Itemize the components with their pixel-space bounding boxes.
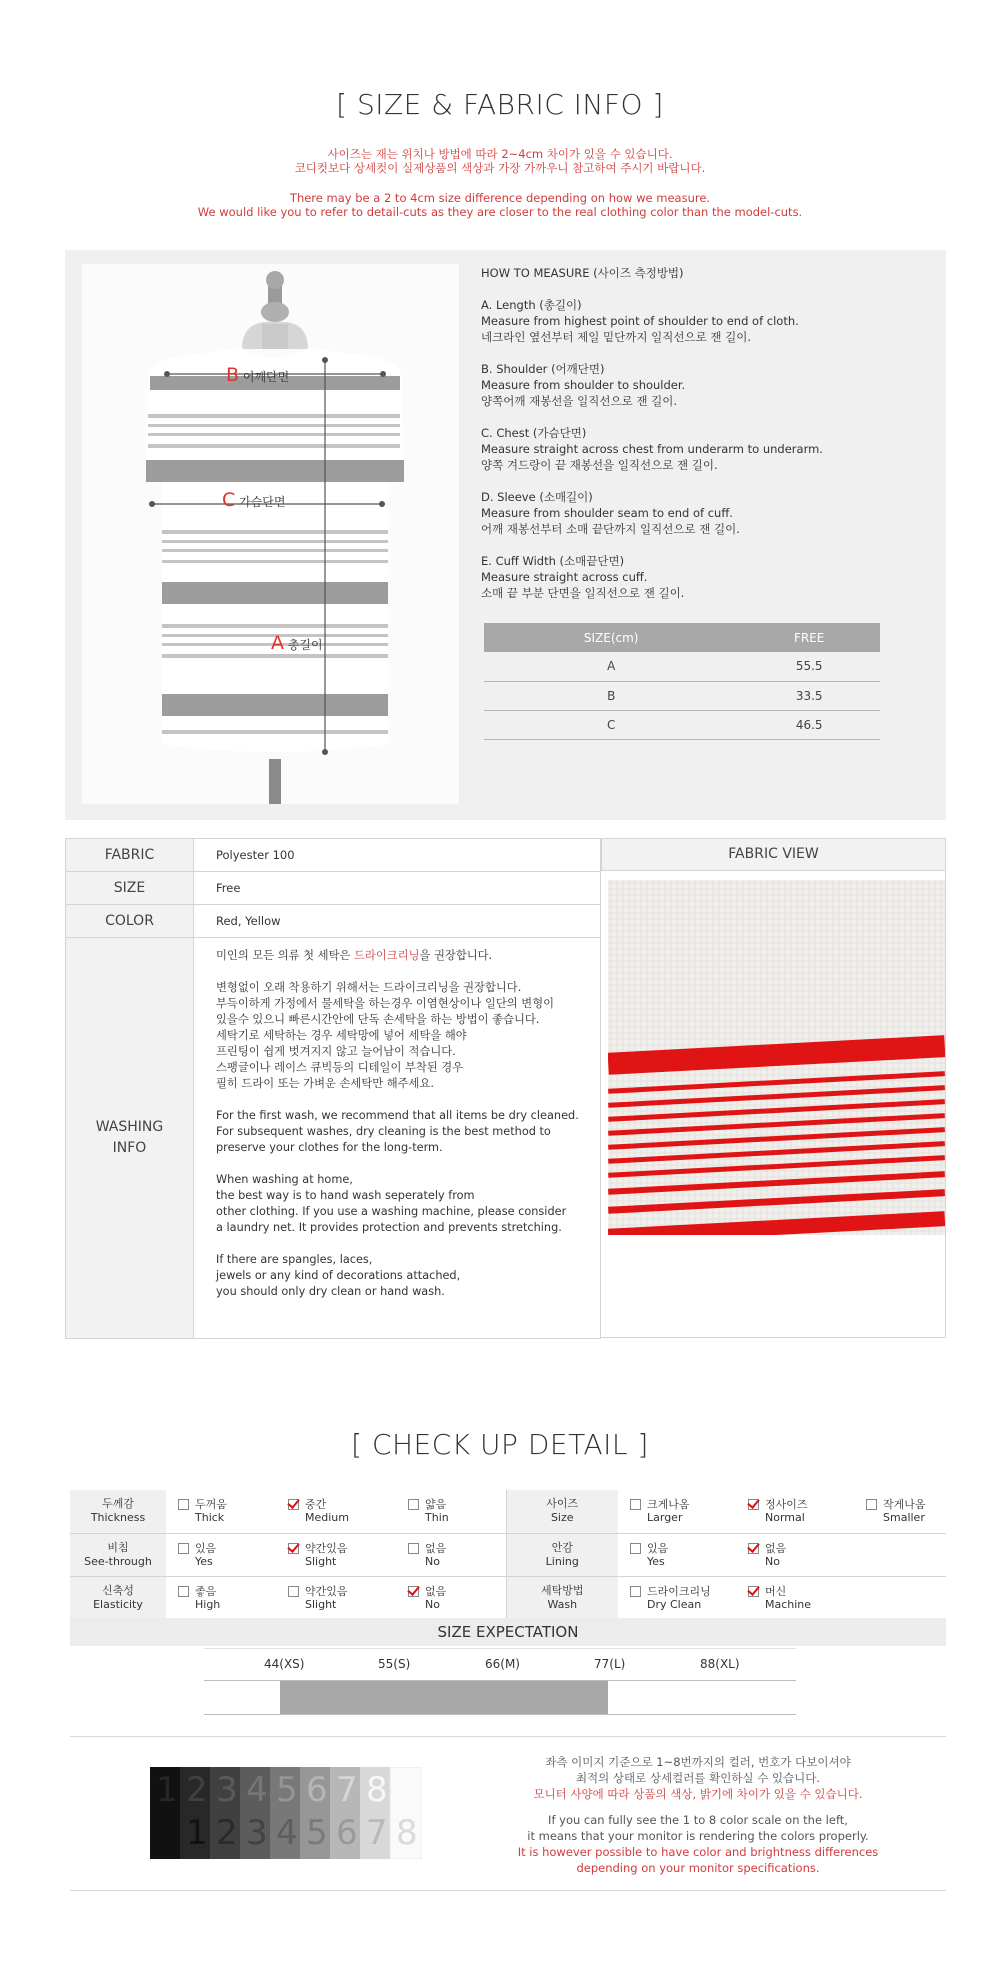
- checkbox-checked[interactable]: [748, 1543, 759, 1554]
- option-no[interactable]: 없음 No: [396, 1585, 506, 1611]
- fabric-label: FABRIC: [66, 839, 194, 872]
- checkbox[interactable]: [178, 1543, 189, 1554]
- size-value: Free: [194, 872, 601, 905]
- checkbox[interactable]: [630, 1586, 641, 1597]
- checkbox[interactable]: [866, 1499, 877, 1510]
- fabric-closeup-image: [608, 880, 945, 1235]
- size-expectation-bar: [280, 1681, 608, 1714]
- washing-info-label: WASHING INFO: [66, 938, 194, 1339]
- size-track-bottom: [204, 1714, 796, 1715]
- garment-diagram: [82, 264, 459, 804]
- size-table: [484, 623, 880, 740]
- option-thin[interactable]: 얇음 Thin: [396, 1498, 506, 1524]
- size-label: SIZE: [66, 872, 194, 905]
- option-lining-no[interactable]: 없음 No: [736, 1542, 854, 1568]
- color-note-en: If you can fully see the 1 to 8 color scale on the left, it means that your monitor is rendering the colors properly. It is however possible to have color and brightness differences depending on your monitor specifications.: [517, 1813, 879, 1875]
- option-yes[interactable]: 있음 Yes: [166, 1542, 276, 1568]
- checkup-title: [ CHECK UP DETAIL ]: [351, 1428, 649, 1461]
- wash-header: 세탁방법 Wash: [506, 1576, 618, 1619]
- measure-item: E. Cuff Width (소매끝단면) Measure straight across cuff. 소매 끝 부분 단면을 일직선으로 잰 길이.: [481, 554, 685, 600]
- washing-en-1: For the first wash, we recommend that all items be dry cleaned. For subsequent washes, dry cleaning is the best method to preserve your clothes for the long-term.: [216, 1109, 579, 1154]
- checkbox[interactable]: [288, 1586, 299, 1597]
- color-value: Red, Yellow: [194, 905, 601, 938]
- thickness-header: 두께감 Thickness: [70, 1490, 166, 1533]
- notice-en-2: We would like you to refer to detail-cuts as they are closer to the real clothing color than the model-cuts.: [197, 205, 803, 219]
- color-note-kr: 좌측 이미지 기준으로 1~8번까지의 컬러, 번호가 다보이셔야 최적의 상태로 상세컬러를 확인하실 수 있습니다. 모니터 사양에 따라 상품의 색상, 밝기에 차이가 있을 수 있습니다.: [533, 1755, 863, 1801]
- checkbox-checked[interactable]: [748, 1586, 759, 1597]
- size-expectation-header: SIZE EXPECTATION: [70, 1618, 946, 1646]
- checkup-row: [70, 1576, 946, 1619]
- option-larger[interactable]: 크게나옴 Larger: [618, 1498, 736, 1524]
- label-b: B 어깨단면: [226, 364, 290, 386]
- option-high[interactable]: 좋음 High: [166, 1585, 276, 1611]
- washing-en-2: When washing at home, the best way is to hand wash seperately from other clothing. If you use a washing machine, please consider a laundry net. It provides protection and prevents stretching.: [216, 1173, 567, 1234]
- how-to-measure: [481, 265, 921, 617]
- option-dry-clean[interactable]: 드라이크리닝 Dry Clean: [618, 1585, 736, 1611]
- checkbox[interactable]: [630, 1543, 641, 1554]
- size-fabric-title: [ SIZE & FABRIC INFO ]: [336, 88, 664, 121]
- checkbox[interactable]: [408, 1499, 419, 1510]
- notice-kr-1: 사이즈는 재는 위치나 방법에 따라 2~4cm 차이가 있을 수 있습니다.: [327, 147, 673, 161]
- checkbox[interactable]: [630, 1499, 641, 1510]
- free-col-header: FREE: [738, 623, 880, 652]
- size-notice: [0, 147, 1000, 219]
- option-no[interactable]: 없음 No: [396, 1542, 506, 1568]
- table-row: B 33.5: [484, 681, 880, 710]
- washing-en-3: If there are spangles, laces, jewels or any kind of decorations attached, you should only dry clean or hand wash.: [216, 1253, 461, 1298]
- size-header: 사이즈 Size: [506, 1490, 618, 1533]
- fabric-info-table: [65, 838, 601, 1339]
- option-lining-yes[interactable]: 있음 Yes: [618, 1542, 736, 1568]
- checkbox[interactable]: [408, 1543, 419, 1554]
- checkbox-checked[interactable]: [288, 1543, 299, 1554]
- checkbox-checked[interactable]: [748, 1499, 759, 1510]
- label-c: C 가슴단면: [222, 489, 286, 511]
- measure-item: A. Length (총길이) Measure from highest point of shoulder to end of cloth. 네크라인 옆선부터 제일 밑단까지 일직선으로 잰 길이.: [481, 298, 799, 344]
- fabric-value: Polyester 100: [194, 839, 601, 872]
- size-table-header: [484, 623, 880, 652]
- checkbox-checked[interactable]: [288, 1499, 299, 1510]
- color-scale: 1 2 3 4 5 6 7 8 1 2 3 4 5 6 7 8: [150, 1767, 422, 1859]
- option-slight[interactable]: 약간있음 Slight: [276, 1542, 396, 1568]
- notice-en-1: There may be a 2 to 4cm size difference depending on how we measure.: [289, 191, 711, 205]
- size-col-header: SIZE(cm): [484, 623, 738, 652]
- size-label-77: 77(L): [594, 1657, 626, 1671]
- option-machine[interactable]: 머신 Machine: [736, 1585, 854, 1611]
- table-row: C 46.5: [484, 710, 880, 739]
- table-row: A 55.5: [484, 652, 880, 681]
- measure-item: D. Sleeve (소매길이) Measure from shoulder seam to end of cuff. 어깨 재봉선부터 소매 끝단까지 일직선으로 잰 길이.: [481, 490, 740, 536]
- checkup-row: [70, 1533, 946, 1576]
- checkbox[interactable]: [178, 1499, 189, 1510]
- mannequin-illustration: [82, 264, 459, 804]
- washing-kr: 변형없이 오래 착용하기 위해서는 드라이크리닝을 권장합니다. 부득이하게 가정에서 물세탁을 하는경우 이염현상이나 일단의 변형이 있을수 있으니 빠른시간안에 단독 손세탁을 하는 방법이 좋습니다. 세탁기로 세탁하는 경우 세탁망에 넣어 세탁을 해야 프린팅이 쉽게 벗겨지지 않고 늘어남이 적습니다. 스팽글이나 레이스 큐빅등의 디테일이 부착된 경우 필히 드라이 또는 가벼운 손세탁만 해주세요.: [216, 981, 555, 1090]
- washing-intro: 미인의 모든 의류 첫 세탁은 드라이크리닝을 권장합니다.: [216, 949, 493, 962]
- label-a: A 총길이: [271, 632, 323, 654]
- see-through-header: 비침 See-through: [70, 1533, 166, 1576]
- notice-kr-2: 코디컷보다 상세컷이 실제상품의 색상과 가장 가까우니 참고하여 주시기 바랍니다.: [294, 161, 706, 175]
- elasticity-header: 신축성 Elasticity: [70, 1576, 166, 1619]
- option-smaller[interactable]: 작게나옴 Smaller: [854, 1498, 946, 1524]
- lining-header: 안감 Lining: [506, 1533, 618, 1576]
- fabric-view-header: FABRIC VIEW: [601, 838, 946, 871]
- size-label-44: 44(XS): [264, 1657, 305, 1671]
- washing-info-text: [194, 938, 601, 1339]
- checkup-table: [70, 1490, 946, 1620]
- color-label: COLOR: [66, 905, 194, 938]
- option-thick[interactable]: 두꺼움 Thick: [166, 1498, 276, 1524]
- option-normal[interactable]: 정사이즈 Normal: [736, 1498, 854, 1524]
- measure-item: B. Shoulder (어깨단면) Measure from shoulder to shoulder. 양쪽어깨 재봉선을 일직선으로 잰 길이.: [481, 362, 686, 408]
- option-slight[interactable]: 약간있음 Slight: [276, 1585, 396, 1611]
- size-label-55: 55(S): [378, 1657, 411, 1671]
- size-label-66: 66(M): [485, 1657, 520, 1671]
- checkbox[interactable]: [178, 1586, 189, 1597]
- checkup-row: [70, 1490, 946, 1533]
- how-to-measure-heading: HOW TO MEASURE (사이즈 측정방법): [481, 266, 684, 280]
- measure-item: C. Chest (가슴단면) Measure straight across chest from underarm to underarm. 양쪽 겨드랑이 끝 재봉선을 일직선으로 잰 길이.: [481, 426, 823, 472]
- checkbox-checked[interactable]: [408, 1586, 419, 1597]
- size-label-88: 88(XL): [700, 1657, 740, 1671]
- option-medium[interactable]: 중간 Medium: [276, 1498, 396, 1524]
